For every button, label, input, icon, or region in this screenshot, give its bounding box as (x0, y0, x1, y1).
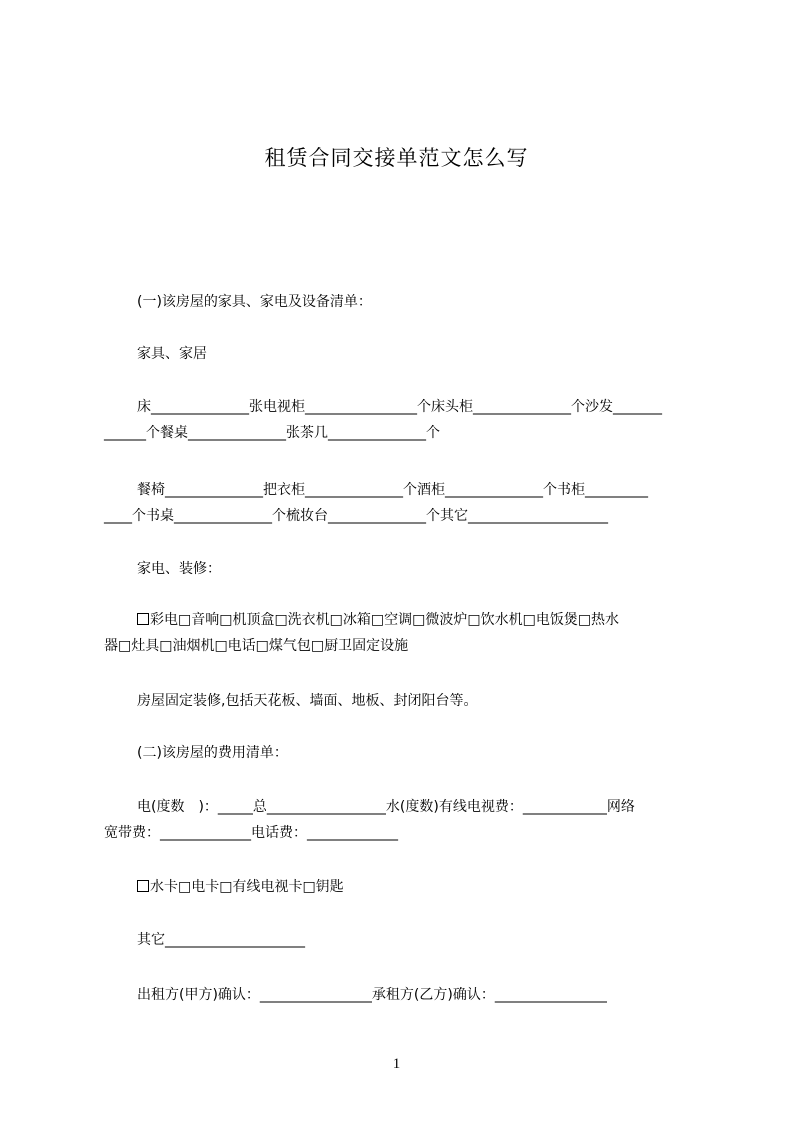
furniture-list-1 (104, 394, 704, 446)
cards-checklist (137, 874, 702, 900)
fixed-decoration-note: 房屋固定装修,包括天花板、墙面、地板、封闭阳台等。 (137, 693, 478, 709)
checkbox-icon[interactable] (137, 880, 149, 892)
checkbox-icon[interactable] (137, 613, 149, 625)
section-2-heading: (二)该房屋的费用清单： (137, 745, 288, 761)
furniture-list-1-line-a: 床______________张电视柜________________个床头柜______________个沙发_______ (137, 399, 662, 415)
page-number: 1 (392, 1056, 401, 1072)
cards-line: 水卡□电卡□有线电视卡□钥匙 (150, 879, 344, 895)
other-line: 其它____________________ (137, 932, 305, 948)
appliance-line-1: 彩电□音响□机顶盒□洗衣机□冰箱□空调□微波炉□饮水机□电饭煲□热水 (150, 612, 620, 628)
furniture-heading: 家具、家居 (137, 346, 207, 362)
furniture-list-2 (104, 477, 704, 529)
furniture-list-2-line-a: 餐椅______________把衣柜______________个酒柜______________个书柜_________ (137, 482, 648, 498)
fees-list (104, 794, 704, 846)
document-title: 租赁合同交接单范文怎么写 (264, 146, 529, 170)
furniture-list-2-line-b: ____个书桌______________个梳妆台______________个其它____________________ (104, 508, 608, 524)
fees-line-1: 电(度数 )：_____总_________________水(度数)有线电视费：____________网络 (137, 799, 635, 815)
appliance-heading: 家电、装修： (137, 561, 221, 577)
appliance-checklist (104, 607, 704, 659)
fees-line-2: 宽带费：_____________电话费：_____________ (104, 825, 398, 841)
appliance-line-2: 器□灶具□油烟机□电话□煤气包□厨卫固定设施 (104, 638, 409, 654)
section-1-heading: (一)该房屋的家具、家电及设备清单： (137, 294, 372, 310)
confirmation-line: 出租方(甲方)确认：________________承租方(乙方)确认：________________ (137, 987, 607, 1003)
furniture-list-1-line-b: ______个餐桌______________张茶几______________个 (104, 425, 440, 441)
